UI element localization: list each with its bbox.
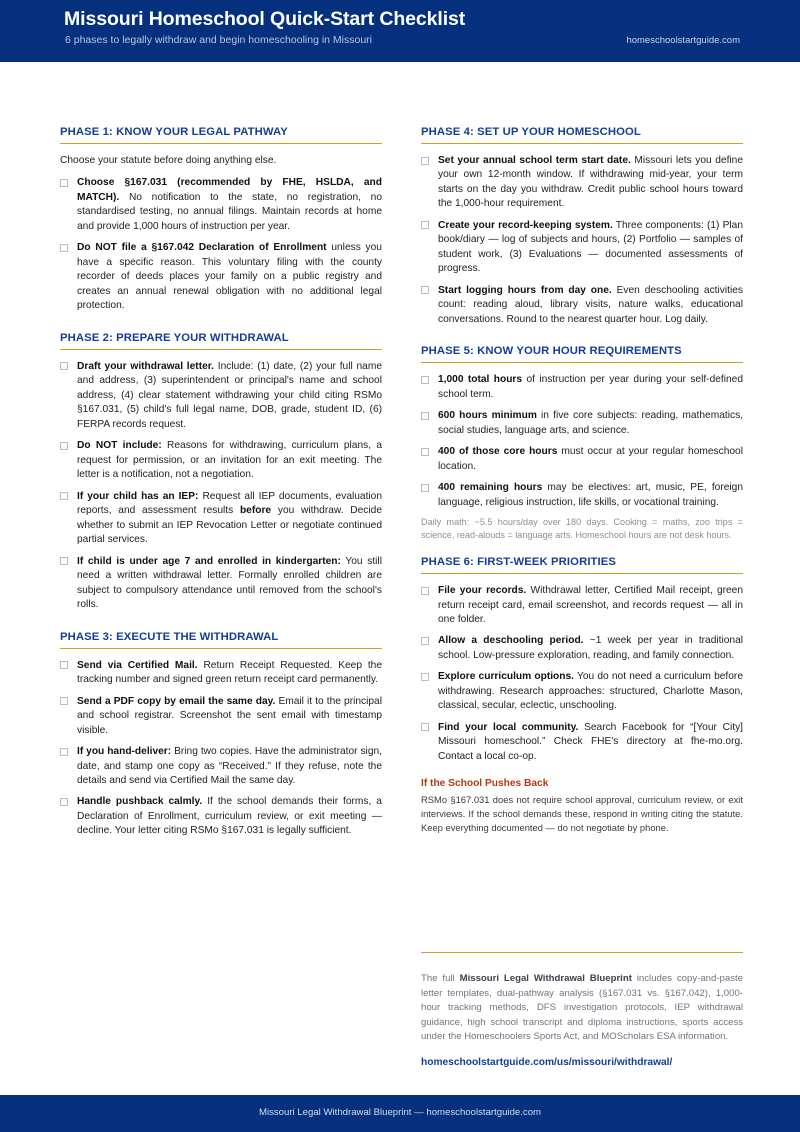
section-phase-1 bbox=[60, 126, 382, 314]
item-body: in five core subjects: reading, mathematics, social studies, language arts, and science. bbox=[438, 410, 743, 436]
section-phase-6 bbox=[421, 556, 743, 764]
checklist-item[interactable] bbox=[421, 284, 743, 327]
header-content bbox=[64, 0, 740, 62]
phase-1-lead: Choose your statute before doing anything else. bbox=[60, 155, 277, 166]
checkbox-icon[interactable] bbox=[421, 286, 429, 294]
item-lead: 600 hours minimum bbox=[438, 410, 537, 422]
item-lead: Set your annual school term start date. bbox=[438, 155, 631, 166]
phase-3-checklist bbox=[60, 659, 382, 839]
checklist-item[interactable] bbox=[60, 490, 382, 548]
phase-5-note: Daily math: ~5.5 hours/day over 180 days. Cooking = maths, zoo trips = science, read-alouds = language arts. Homeschool hours are not desk hours. bbox=[421, 517, 743, 541]
phase-4-heading: PHASE 4: SET UP YOUR HOMESCHOOL bbox=[421, 126, 641, 138]
checkbox-icon[interactable] bbox=[421, 484, 429, 492]
promo-text-before: The full bbox=[421, 973, 455, 984]
promo-product-name: Missouri Legal Withdrawal Blueprint bbox=[459, 973, 632, 984]
phase-2-heading: PHASE 2: PREPARE YOUR WITHDRAWAL bbox=[60, 331, 289, 344]
checklist-item[interactable] bbox=[421, 721, 743, 764]
page-title: Missouri Homeschool Quick-Start Checklist bbox=[64, 8, 466, 30]
item-lead: If you hand-deliver: bbox=[77, 746, 172, 758]
callout-school-pushes-back bbox=[421, 778, 743, 834]
checkbox-icon[interactable] bbox=[60, 697, 68, 705]
checkbox-icon[interactable] bbox=[421, 157, 429, 165]
header-site-url: homeschoolstartguide.com bbox=[626, 35, 740, 46]
checkbox-icon[interactable] bbox=[60, 661, 68, 669]
checkbox-icon[interactable] bbox=[421, 221, 429, 229]
page-footer-band bbox=[0, 1095, 800, 1132]
item-body: Search Facebook for “[Your City] Missouri homeschool.” Check FHE's directory at fhe-mo.org. Contact a local co-op. bbox=[438, 721, 743, 762]
checklist-item[interactable] bbox=[421, 670, 743, 713]
phase-5-checklist bbox=[421, 373, 743, 510]
checklist-item[interactable] bbox=[60, 176, 382, 234]
item-body: Reasons for withdrawing, curriculum plans, a request for permission, or an invitation for an exit meeting. The letter is a notification, not a negotiation. bbox=[77, 440, 382, 481]
item-body: If the school demands their forms, a Declaration of Enrollment, curriculum review, or exit meeting — decline. Your letter citing RSMo §167.031 is legally sufficient. bbox=[77, 796, 382, 837]
item-body: Even deschooling activities count: reading aloud, library visits, nature walks, educational conversations. Round to the nearest quarter hour. Log daily. bbox=[438, 284, 743, 325]
phase-3-heading: PHASE 3: EXECUTE THE WITHDRAWAL bbox=[60, 630, 279, 643]
checkbox-icon[interactable] bbox=[60, 748, 68, 756]
phase-2-checklist bbox=[60, 360, 382, 613]
promo-text bbox=[421, 972, 743, 1045]
checklist-item[interactable] bbox=[421, 584, 743, 627]
footer-text: Missouri Legal Withdrawal Blueprint — homeschoolstartguide.com bbox=[258, 1107, 542, 1118]
item-lead: Create your record-keeping system. bbox=[438, 219, 613, 231]
item-body: Missouri lets you define your own 12-month window. If withdrawing mid-year, your term starts on the day you withdraw. Credit public school hours toward the 1,000-hour requirement. bbox=[438, 155, 743, 210]
checklist-item[interactable] bbox=[421, 219, 743, 277]
item-body: Include: (1) date, (2) your full name and address, (3) superintendent or principal's name and school address, (4) clear statement withdrawing your child citing RSMo §167.031, (5) child's full legal name, DOB, grade, student ID, (6) FERPA records request. bbox=[77, 360, 382, 430]
checkbox-icon[interactable] bbox=[421, 376, 429, 384]
checkbox-icon[interactable] bbox=[60, 798, 68, 806]
item-body: ~1 week per year in traditional school. Low-pressure exploration, reading, and family connection. bbox=[438, 635, 743, 661]
item-body: must occur at your regular homeschool location. bbox=[438, 446, 743, 472]
phase-1-heading: PHASE 1: KNOW YOUR LEGAL PATHWAY bbox=[60, 126, 288, 138]
checklist-item[interactable] bbox=[60, 695, 382, 738]
phase-5-heading: PHASE 5: KNOW YOUR HOUR REQUIREMENTS bbox=[421, 345, 682, 358]
phase-6-divider bbox=[421, 573, 743, 574]
promo-link[interactable]: homeschoolstartguide.com/us/missouri/withdrawal/ bbox=[421, 1056, 673, 1068]
section-phase-2 bbox=[60, 332, 382, 613]
checkbox-icon[interactable] bbox=[421, 587, 429, 595]
item-lead: 400 of those core hours bbox=[438, 446, 558, 458]
checkbox-icon[interactable] bbox=[421, 723, 429, 731]
checklist-item[interactable] bbox=[60, 439, 382, 482]
checkbox-icon[interactable] bbox=[60, 362, 68, 370]
item-body: No notification to the state, no registration, no standardised testing, no annual filings. Maintain records at home and provide 1,000 hours of instruction per year. bbox=[77, 191, 382, 232]
checklist-item[interactable] bbox=[60, 241, 382, 313]
checklist-item[interactable] bbox=[421, 445, 743, 474]
callout-body: RSMo §167.031 does not require school approval, curriculum review, or exit interviews. If the school demands these, respond in writing citing the statute. Keep everything documented — do not negotiate by phone. bbox=[421, 794, 743, 833]
checkbox-icon[interactable] bbox=[60, 244, 68, 252]
item-body: You still need a written withdrawal letter. Formally enrolled children are subject to compulsory attendance until removed from the school's rolls. bbox=[77, 555, 382, 611]
item-body: Request all IEP documents, evaluation reports, and assessment results bbox=[77, 490, 383, 517]
item-lead: Do NOT file a §167.042 Declaration of Enrollment bbox=[77, 242, 327, 254]
promo-divider bbox=[421, 952, 743, 953]
phase-1-checklist bbox=[60, 176, 382, 313]
item-lead: Explore curriculum options. bbox=[438, 671, 574, 683]
checklist-item[interactable] bbox=[421, 634, 743, 663]
checkbox-icon[interactable] bbox=[60, 492, 68, 500]
item-body-cont: you withdraw. Decide whether to submit an IEP Revocation Letter or negotiate continued partial services. bbox=[77, 505, 382, 546]
phase-6-checklist bbox=[421, 584, 743, 764]
phase-3-divider bbox=[60, 648, 382, 649]
item-body: You do not need a curriculum before withdrawing. Research approaches: structured, Charlotte Mason, classical, secular, eclectic, unschooling. bbox=[438, 671, 743, 712]
item-lead: Allow a deschooling period. bbox=[438, 635, 584, 647]
checkbox-icon[interactable] bbox=[421, 673, 429, 681]
section-phase-4 bbox=[421, 126, 743, 327]
checklist-item[interactable] bbox=[421, 409, 743, 438]
item-lead: Send via Certified Mail. bbox=[77, 659, 198, 671]
item-lead: Handle pushback calmly. bbox=[77, 796, 203, 808]
checkbox-icon[interactable] bbox=[421, 412, 429, 420]
item-body: of instruction per year during your self-defined school term. bbox=[438, 374, 743, 400]
item-lead: Do NOT include: bbox=[77, 440, 162, 452]
checkbox-icon[interactable] bbox=[421, 448, 429, 456]
item-emphasis: before bbox=[239, 505, 272, 517]
checklist-item[interactable] bbox=[421, 154, 743, 212]
page-header-band bbox=[0, 0, 800, 62]
item-lead: 400 remaining hours bbox=[438, 482, 543, 494]
promo-text-after: includes copy-and-paste letter templates, dual-pathway analysis (§167.031 vs. §167.042), 1,000-hour tracking methods, DFS investigation protocols, IEP withdrawal guidance, high school transcript and diploma instructions, sports access under the Homeschoolers Sports Act, and MOScholars ESA information. bbox=[421, 973, 744, 1043]
item-body: Return Receipt Requested. Keep the tracking number and signed green return receipt card permanently. bbox=[77, 659, 382, 686]
left-column bbox=[60, 126, 382, 853]
checklist-item[interactable] bbox=[421, 481, 743, 510]
item-lead: If your child has an IEP: bbox=[77, 490, 199, 502]
right-column bbox=[421, 126, 743, 849]
phase-5-divider bbox=[421, 362, 743, 363]
checklist-item[interactable] bbox=[421, 373, 743, 402]
promo-block bbox=[421, 952, 743, 1068]
item-body: Three components: (1) Plan book/diary — log of subjects and hours, (2) Portfolio — samples of student work, (3) Evaluations — documented assessments of progress. bbox=[438, 219, 743, 275]
item-body: unless you have a specific reason. This voluntary filing with the county recorder of deeds places your family on a public registry and creates an annual renewal obligation with no additional legal protection. bbox=[77, 242, 382, 312]
checkbox-icon[interactable] bbox=[60, 557, 68, 565]
checklist-item[interactable] bbox=[60, 555, 382, 613]
item-body: Email it to the principal and school registrar. Screenshot the sent email with timestamp visible. bbox=[77, 695, 382, 736]
checklist-item[interactable] bbox=[60, 659, 382, 688]
phase-2-divider bbox=[60, 349, 382, 350]
checklist-item[interactable] bbox=[60, 795, 382, 838]
item-lead: Send a PDF copy by email the same day. bbox=[77, 695, 276, 707]
section-phase-5 bbox=[421, 345, 743, 542]
checkbox-icon[interactable] bbox=[421, 637, 429, 645]
item-lead: Choose §167.031 (recommended by FHE, HSLDA, and MATCH). bbox=[77, 177, 382, 203]
item-lead: Draft your withdrawal letter. bbox=[77, 360, 214, 372]
phase-6-heading: PHASE 6: FIRST-WEEK PRIORITIES bbox=[421, 556, 617, 569]
section-phase-3 bbox=[60, 631, 382, 839]
callout-heading: If the School Pushes Back bbox=[421, 778, 549, 790]
checkbox-icon[interactable] bbox=[60, 179, 68, 187]
item-lead: Find your local community. bbox=[438, 721, 579, 733]
item-lead: 1,000 total hours bbox=[438, 374, 523, 386]
checklist-item[interactable] bbox=[60, 745, 382, 788]
item-body: Bring two copies. Have the administrator sign, date, and stamp one copy as “Received.” If they refuse, note the details and send via Certified Mail the same day. bbox=[77, 746, 382, 786]
phase-4-checklist bbox=[421, 154, 743, 327]
item-body: Withdrawal letter, Certified Mail receipt, green return receipt card, email screenshot, and records request — all in one folder. bbox=[438, 585, 743, 625]
checkbox-icon[interactable] bbox=[60, 442, 68, 450]
item-lead: Start logging hours from day one. bbox=[438, 284, 612, 296]
item-lead: If child is under age 7 and enrolled in kindergarten: bbox=[77, 555, 341, 567]
item-body: may be electives: art, music, PE, foreign language, religious instruction, life skills, or vocational training. bbox=[438, 482, 743, 508]
item-lead: File your records. bbox=[438, 585, 527, 597]
phase-1-divider bbox=[60, 143, 382, 144]
page-subtitle: 6 phases to legally withdraw and begin homeschooling in Missouri bbox=[65, 34, 373, 46]
phase-4-divider bbox=[421, 143, 743, 144]
checklist-item[interactable] bbox=[60, 360, 382, 432]
